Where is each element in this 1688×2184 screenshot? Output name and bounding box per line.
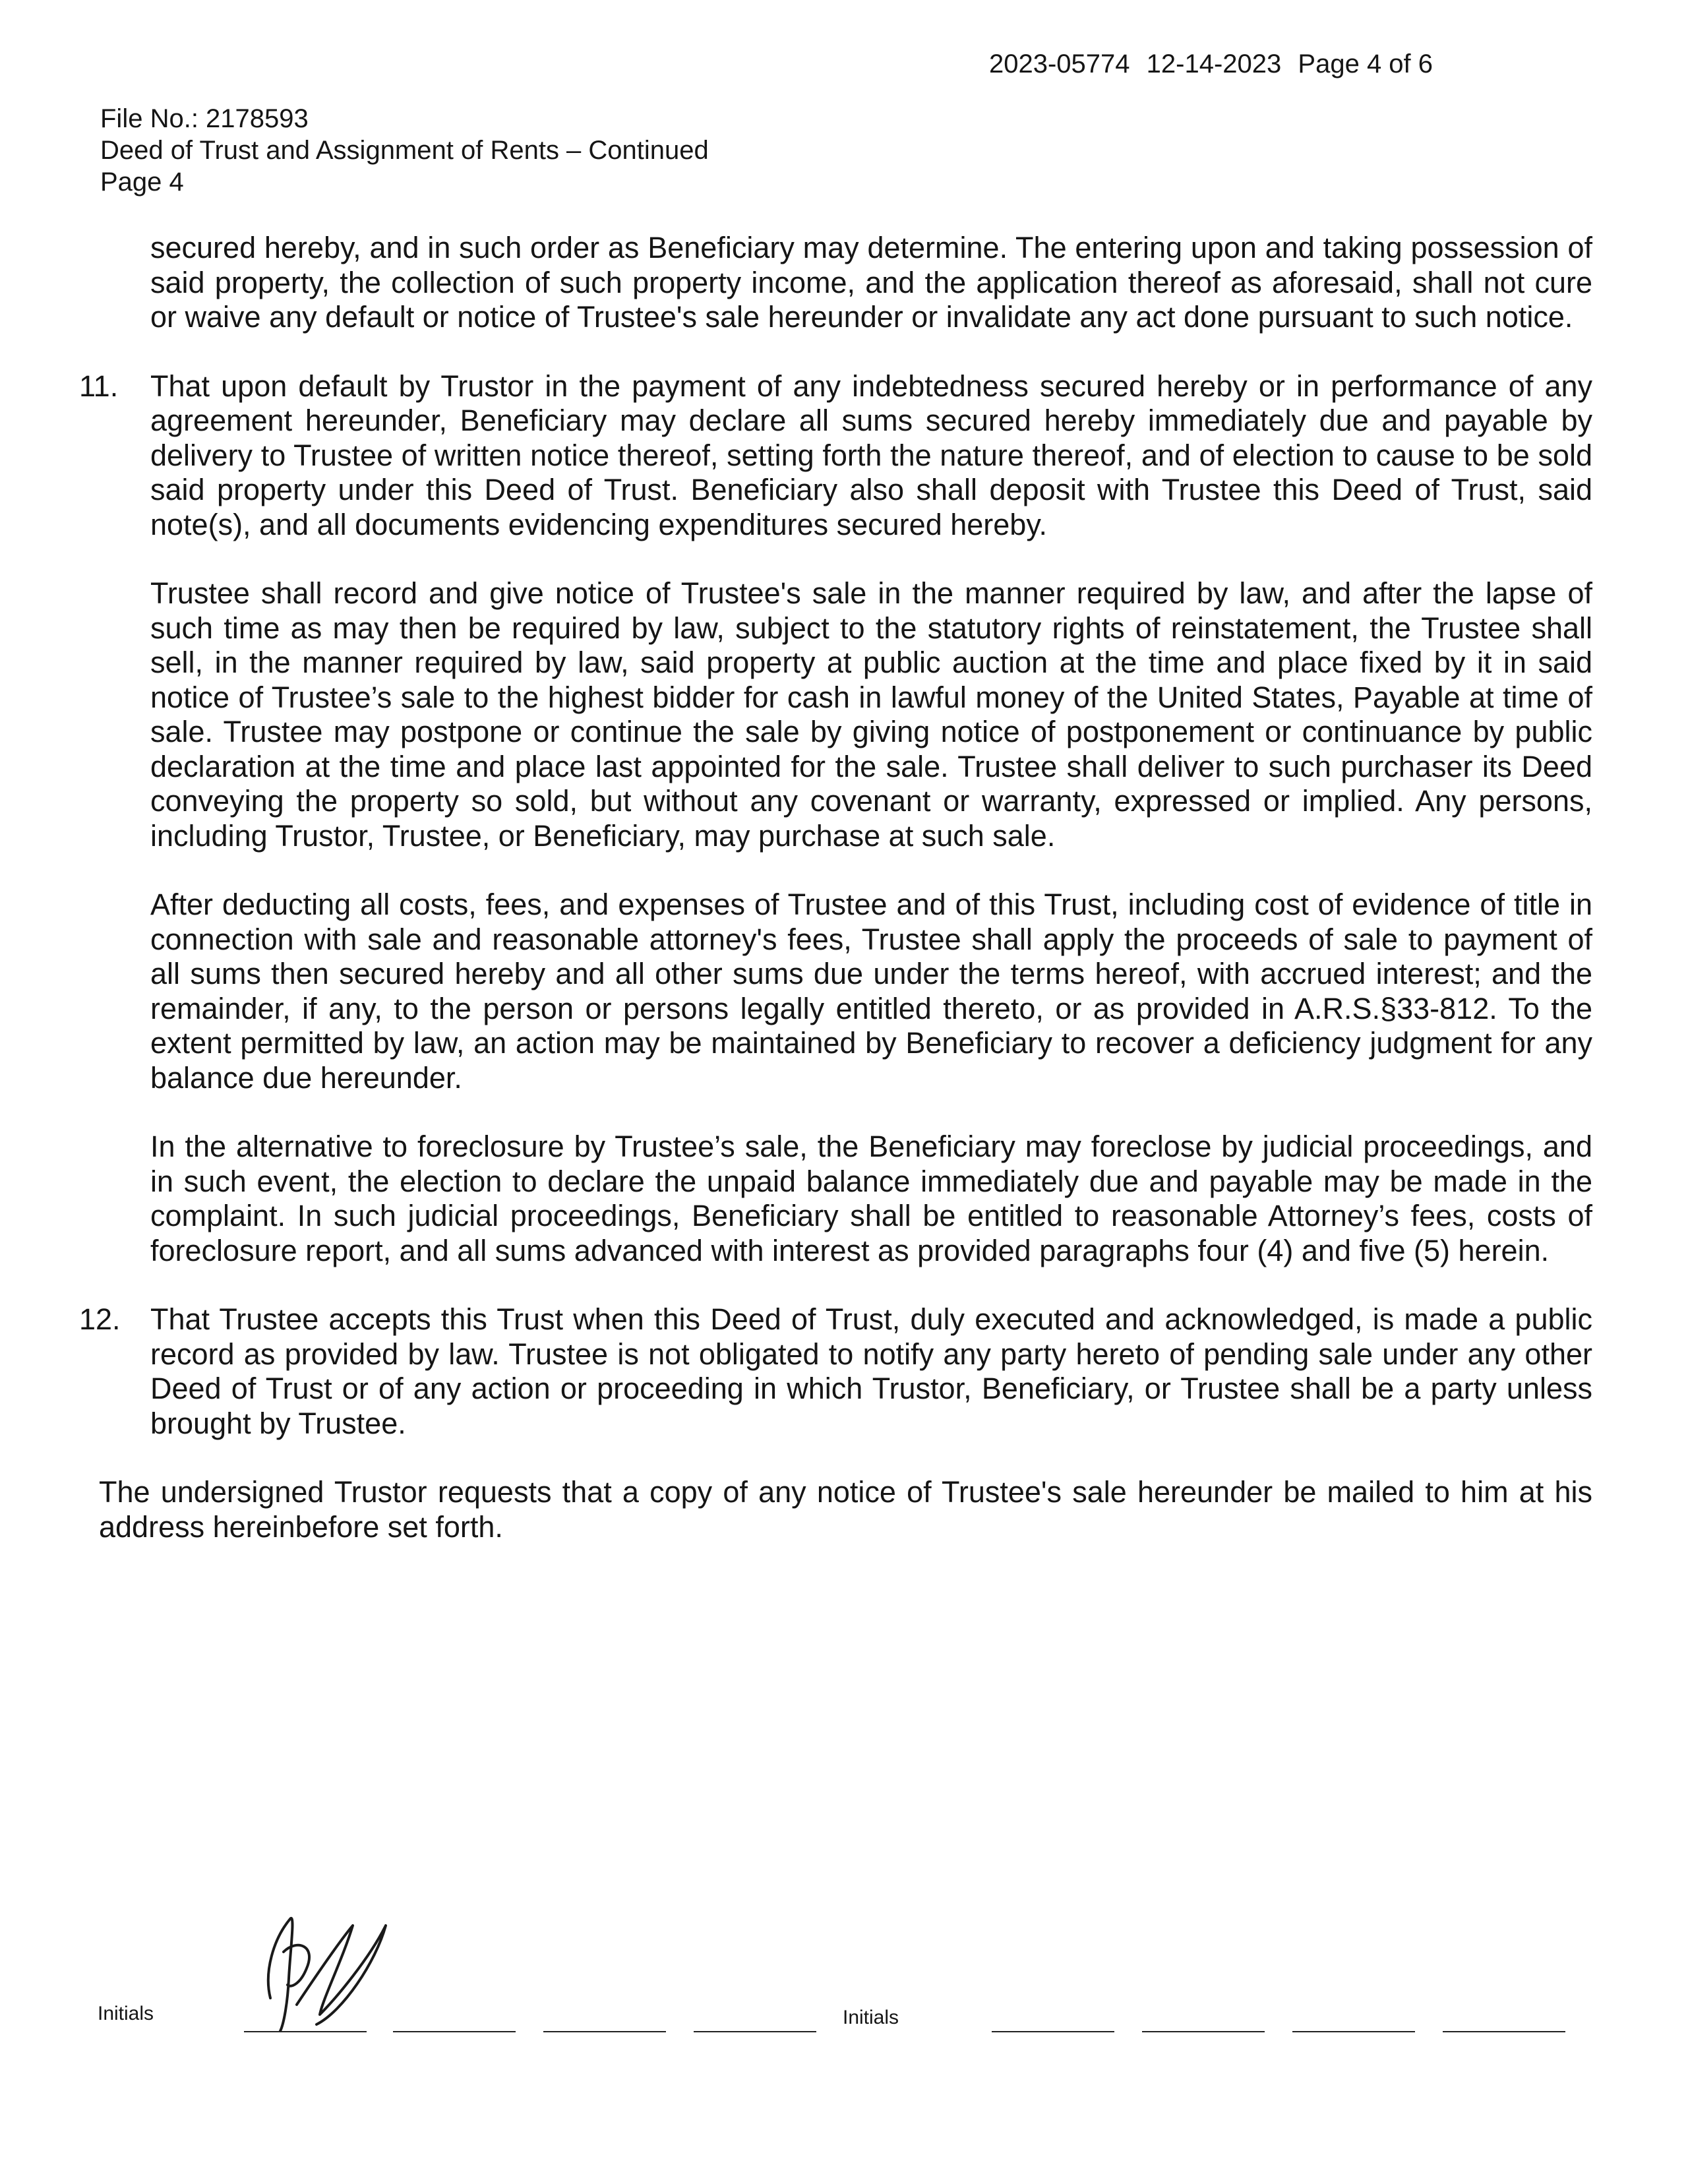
closing-paragraph: The undersigned Trustor requests that a copy of any notice of Trustee's sale hereunder be mailed to him at his address hereinbefore set forth.	[99, 1475, 1592, 1544]
continuation-paragraph: secured hereby, and in such order as Beneficiary may determine. The entering upon and taking possession of said property, the collection of such property income, and the application thereof as aforesaid, shall not cure or waive any default or notice of Trustee's sale hereunder or invalidate any act done pursuant to such notice.	[150, 231, 1592, 334]
item-number: 12.	[79, 1302, 121, 1336]
initials-label-left: Initials	[98, 2003, 154, 2024]
recording-date: 12-14-2023	[1146, 49, 1282, 78]
initials-blank-6[interactable]	[1142, 2031, 1265, 2032]
initials-blank-1[interactable]	[244, 2031, 367, 2032]
recording-page: Page 4 of 6	[1298, 49, 1433, 78]
recording-stamp	[989, 47, 1444, 80]
document-body	[79, 231, 1592, 1544]
item-text: That upon default by Trustor in the payment of any indebtedness secured hereby or in performance of any agreement hereunder, Beneficiary may declare all sums secured hereby immediately due and payable by delivery to Trustee of written notice thereof, setting forth the nature thereof, and of election to cause to be sold said property under this Deed of Trust. Beneficiary also shall deposit with Trustee this Deed of Trust, said note(s), and all documents evidencing expenditures secured hereby.	[150, 369, 1592, 541]
page-label: Page 4	[100, 167, 184, 197]
file-number: File No.: 2178593	[100, 104, 309, 133]
handwritten-initials-signature	[244, 1899, 396, 2038]
initials-blank-3[interactable]	[543, 2031, 666, 2032]
initials-blank-7[interactable]	[1292, 2031, 1415, 2032]
document-header	[100, 103, 709, 198]
initials-blank-5[interactable]	[992, 2031, 1114, 2032]
item-11-sale-paragraph: Trustee shall record and give notice of Trustee's sale in the manner required by law, and after the lapse of such time as may then be required by law, subject to the statutory rights of reinstatement, the Trustee shall sell, in the manner required by law, said property at public auction at the time and place fixed by it in said notice of Trustee’s sale to the highest bidder for cash in lawful money of the United States, Payable at time of sale. Trustee may postpone or continue the sale by giving notice of postponement or continuance by public declaration at the time and place last appointed for the sale. Trustee shall deliver to such purchaser its Deed conveying the property so sold, but without any covenant or warranty, expressed or implied. Any persons, including Trustor, Trustee, or Beneficiary, may purchase at such sale.	[150, 576, 1592, 853]
item-11-judicial-paragraph: In the alternative to foreclosure by Trustee’s sale, the Beneficiary may foreclose by judicial proceedings, and in such event, the election to declare the unpaid balance immediately due and payable may be made in the complaint. In such judicial proceedings, Beneficiary shall be entitled to reasonable Attorney’s fees, costs of foreclosure report, and all sums advanced with interest as provided paragraphs four (4) and five (5) herein.	[150, 1130, 1592, 1267]
item-11-proceeds-paragraph: After deducting all costs, fees, and expenses of Trustee and of this Trust, including cost of evidence of title in connection with sale and reasonable attorney's fees, Trustee shall apply the proceeds of sale to payment of all sums then secured hereby and all other sums due under the terms hereof, with accrued interest; and the remainder, if any, to the person or persons legally entitled thereto, or as provided in A.R.S.§33-812. To the extent permitted by law, an action may be maintained by Beneficiary to recover a deficiency judgment for any balance due hereunder.	[150, 888, 1592, 1095]
document-title: Deed of Trust and Assignment of Rents – Continued	[100, 136, 709, 165]
initials-blank-8[interactable]	[1443, 2031, 1565, 2032]
initials-row	[0, 1978, 1688, 2057]
item-number: 11.	[79, 369, 119, 403]
recording-doc-number: 2023-05774	[989, 49, 1130, 78]
numbered-item-11	[79, 369, 1592, 543]
initials-blank-2[interactable]	[393, 2031, 516, 2032]
item-text: That Trustee accepts this Trust when this Deed of Trust, duly executed and acknowledged, is made a public record as provided by law. Trustee is not obligated to notify any party hereto of pending sale under any other Deed of Trust or of any action or proceeding in which Trustor, Beneficiary, or Trustee shall be a party unless brought by Trustee.	[150, 1302, 1592, 1440]
numbered-item-12	[79, 1302, 1592, 1441]
initials-blank-4[interactable]	[694, 2031, 816, 2032]
initials-label-right: Initials	[843, 2007, 899, 2028]
